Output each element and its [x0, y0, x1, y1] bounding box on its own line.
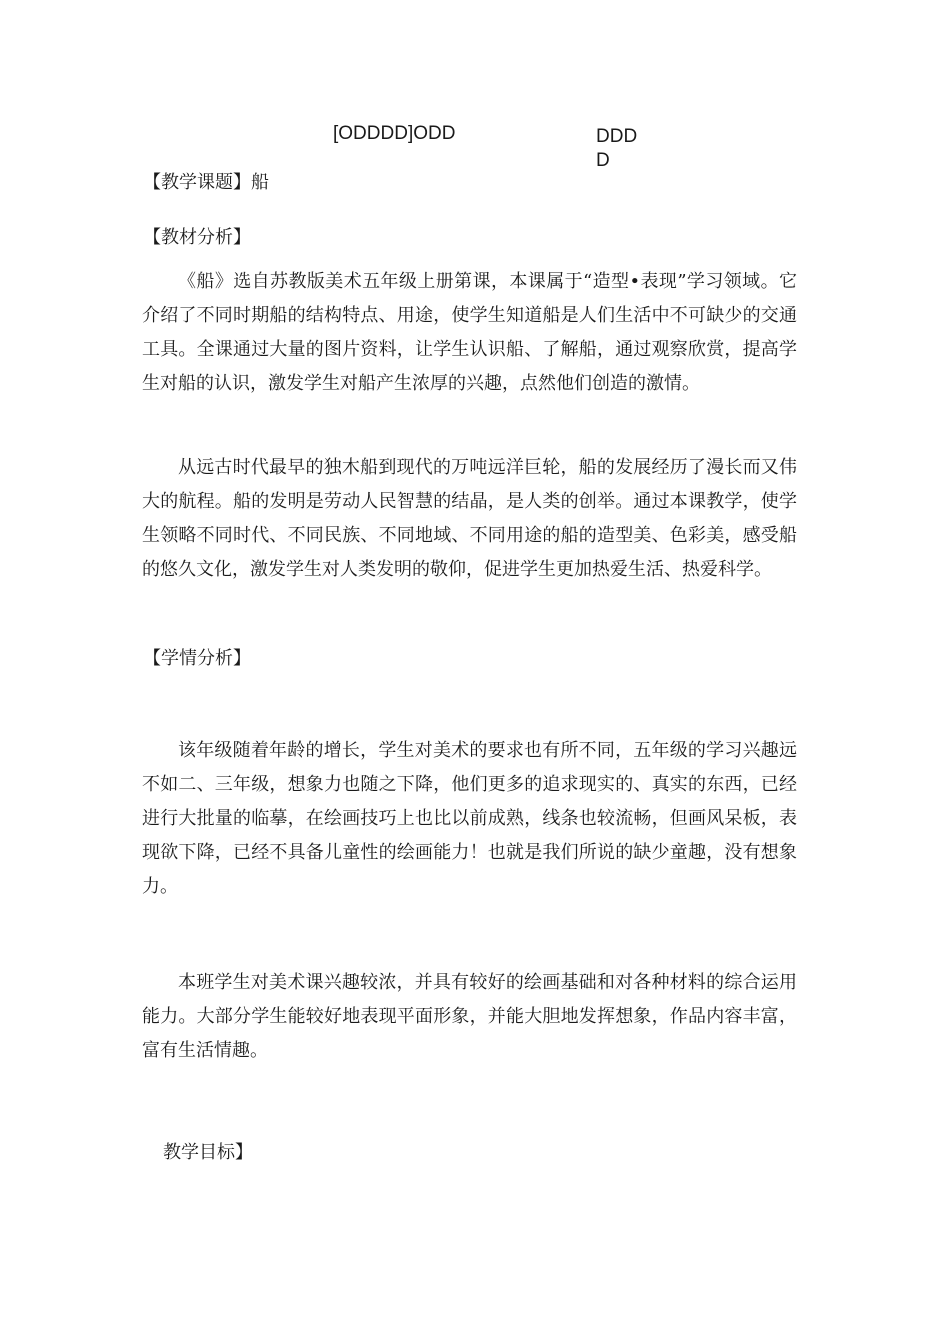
- material-analysis-heading: 【教材分析】: [143, 227, 251, 248]
- lesson-title-label: 【教学课题】: [143, 172, 251, 193]
- student-paragraph-2: 本班学生对美术课兴趣较浓，并具有较好的绘画基础和对各种材料的综合运用能力。大部分学生能较好地表现平面形象，并能大胆地发挥想象，作品内容丰富，富有生活情趣。: [142, 972, 797, 1061]
- header-right-text: DDD D: [596, 126, 638, 171]
- teaching-goals-heading: 教学目标】: [163, 1142, 253, 1163]
- material-paragraph-2: 从远古时代最早的独木船到现代的万吨远洋巨轮，船的发展经历了漫长而又伟大的航程。船的发明是劳动人民智慧的结晶，是人类的创举。通过本课教学，使学生领略不同时代、不同民族、不同地域、不同用途的船的造型美、色彩美，感受船的悠久文化，激发学生对人类发明的敬仰，促进学生更加热爱生活、热爱科学。: [142, 457, 797, 580]
- header-left-text: [ODDDD]ODD: [333, 123, 456, 144]
- material-paragraph-1: 《船》选自苏教版美术五年级上册第课，本课属于“造型•表现”学习领域。它介绍了不同时期船的结构特点、用途，使学生知道船是人们生活中不可缺少的交通工具。全课通过大量的图片资料，让学生认识船、了解船，通过观察欣赏，提高学生对船的认识，激发学生对船产生浓厚的兴趣，点然他们创造的激情。: [142, 271, 797, 394]
- student-paragraph-1: 该年级随着年龄的增长，学生对美术的要求也有所不同，五年级的学习兴趣远不如二、三年级，想象力也随之下降，他们更多的追求现实的、真实的东西，已经进行大批量的临摹，在绘画技巧上也比以前成熟，线条也较流畅，但画风呆板，表现欲下降，已经不具备儿童性的绘画能力！也就是我们所说的缺少童趣，没有想象力。: [142, 740, 797, 897]
- student-analysis-heading: 【学情分析】: [143, 648, 251, 669]
- lesson-title: [143, 171, 269, 195]
- lesson-title-value: 船: [251, 172, 269, 193]
